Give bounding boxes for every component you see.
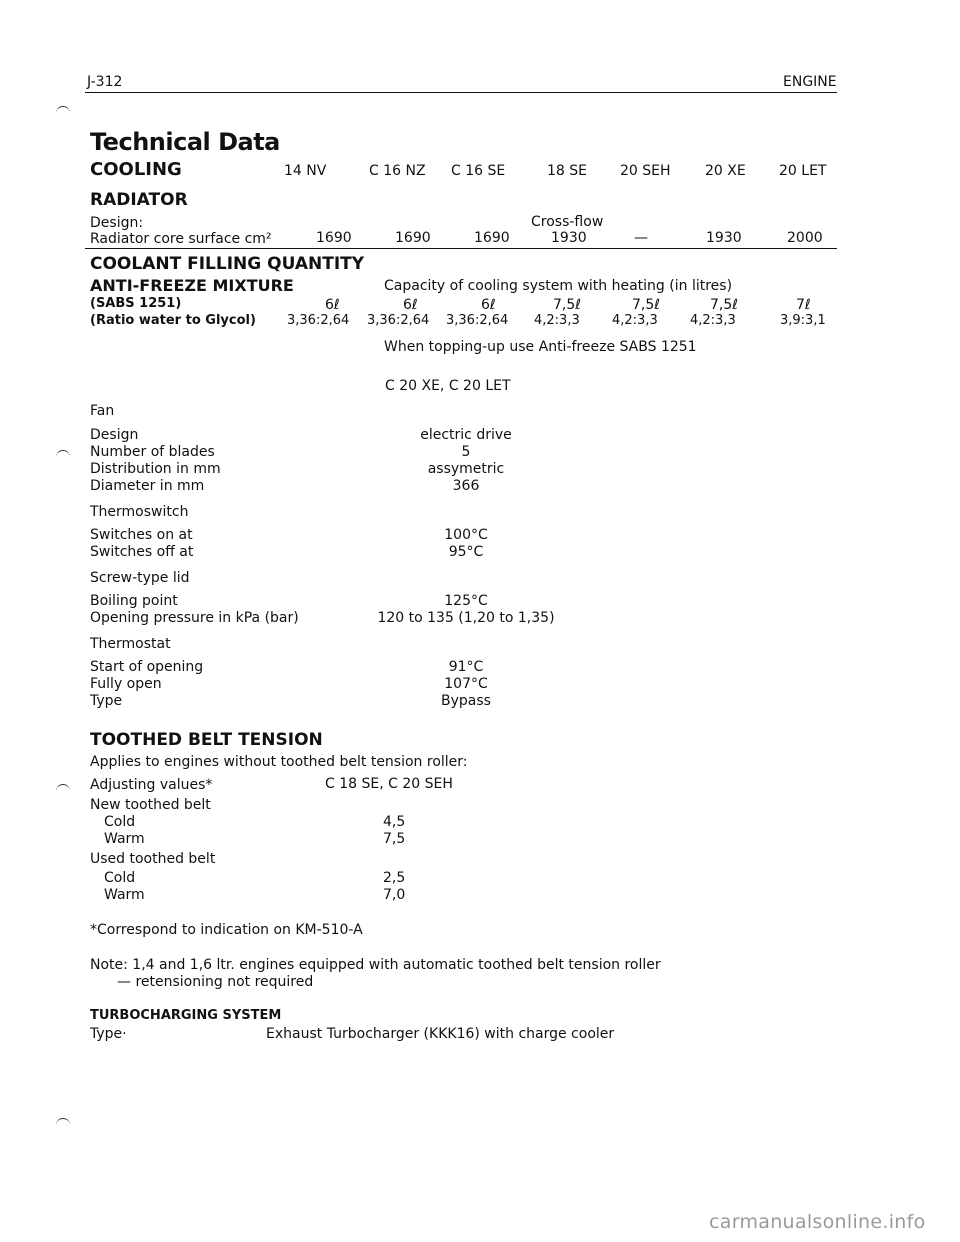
belt-engines-label: C 18 SE, C 20 SEH [325, 776, 453, 792]
litres-c16nz: 6ℓ [403, 297, 418, 313]
fan-diameter-label: Diameter in mm [90, 478, 205, 494]
new-belt-cold-value: 4,5 [383, 814, 406, 830]
litres-20xe: 7,5ℓ [710, 297, 739, 313]
engine-header-14nv: 14 NV [284, 163, 327, 179]
switches-on-label: Switches on at [90, 527, 193, 543]
belt-heading: TOOTHED BELT TENSION [90, 730, 323, 750]
turbo-type-label: Type· [90, 1026, 127, 1042]
fan-diameter-value: 366 [452, 478, 480, 494]
ratio-c16se: 3,36:2,64 [446, 313, 509, 328]
ratio-20seh: 4,2:3,3 [612, 313, 658, 328]
page-number: J-312 [87, 74, 123, 90]
litres-14nv: 6ℓ [325, 297, 340, 313]
litres-20let: 7ℓ [796, 297, 811, 313]
litres-c16se: 6ℓ [481, 297, 496, 313]
used-belt-warm-value: 7,0 [383, 887, 406, 903]
core-value-20let: 2000 [787, 230, 823, 246]
cooling-heading: COOLING [90, 159, 182, 180]
radiator-design-value: Cross-flow [531, 214, 604, 230]
used-belt-cold-label: Cold [104, 870, 136, 886]
header-rule [85, 92, 837, 93]
margin-mark [56, 450, 70, 459]
margin-mark [56, 1118, 70, 1127]
fan-heading: Fan [90, 403, 115, 419]
core-value-14nv: 1690 [316, 230, 352, 246]
fan-blades-label: Number of blades [90, 444, 215, 460]
thermostat-type-value: Bypass [441, 693, 491, 709]
belt-note-line1: Note: 1,4 and 1,6 ltr. engines equipped with automatic toothed belt tension roller [90, 957, 661, 973]
new-belt-warm-label: Warm [104, 831, 145, 847]
thermoswitch-heading: Thermoswitch [90, 504, 189, 520]
antifreeze-heading: ANTI-FREEZE MIXTURE [90, 276, 294, 295]
ratio-20xe: 4,2:3,3 [690, 313, 736, 328]
new-belt-warm-value: 7,5 [383, 831, 406, 847]
core-value-20xe: 1930 [706, 230, 742, 246]
fan-distribution-label: Distribution in mm [90, 461, 221, 477]
margin-mark [56, 784, 70, 793]
switches-on-value: 100°C [444, 527, 488, 543]
sabs-label: (SABS 1251) [90, 296, 182, 311]
page-title: Technical Data [90, 128, 280, 156]
radiator-heading: RADIATOR [90, 190, 188, 210]
used-belt-cold-value: 2,5 [383, 870, 406, 886]
new-belt-label: New toothed belt [90, 797, 211, 813]
core-value-c16nz: 1690 [395, 230, 431, 246]
used-belt-label: Used toothed belt [90, 851, 216, 867]
adjusting-values-label: Adjusting values* [90, 777, 213, 793]
thermostat-heading: Thermostat [90, 636, 171, 652]
engine-header-18se: 18 SE [547, 163, 587, 179]
engine-header-20let: 20 LET [779, 163, 827, 179]
ratio-c16nz: 3,36:2,64 [367, 313, 430, 328]
fully-open-label: Fully open [90, 676, 162, 692]
boiling-point-label: Boiling point [90, 593, 178, 609]
ratio-20let: 3,9:3,1 [780, 313, 826, 328]
watermark: carmanualsonline.info [709, 1211, 926, 1233]
new-belt-cold-label: Cold [104, 814, 136, 830]
margin-mark [56, 106, 70, 115]
topping-up-note: When topping-up use Anti-freeze SABS 1251 [384, 339, 697, 355]
ratio-label: (Ratio water to Glycol) [90, 313, 256, 328]
thermostat-type-label: Type [90, 693, 123, 709]
start-opening-label: Start of opening [90, 659, 204, 675]
screw-lid-heading: Screw-type lid [90, 570, 190, 586]
belt-footnote: *Correspond to indication on KM-510-A [90, 922, 363, 938]
fan-blades-value: 5 [461, 444, 471, 460]
fan-design-label: Design [90, 427, 139, 443]
used-belt-warm-label: Warm [104, 887, 145, 903]
ratio-18se: 4,2:3,3 [534, 313, 580, 328]
opening-pressure-value: 120 to 135 (1,20 to 1,35) [377, 610, 555, 626]
litres-20seh: 7,5ℓ [632, 297, 661, 313]
coolant-heading: COOLANT FILLING QUANTITY [90, 254, 365, 274]
fan-distribution-value: assymetric [427, 461, 505, 477]
switches-off-label: Switches off at [90, 544, 194, 560]
engine-header-c16nz: C 16 NZ [369, 163, 426, 179]
belt-applies-note: Applies to engines without toothed belt tension roller: [90, 754, 468, 770]
radiator-core-label: Radiator core surface cm² [90, 231, 272, 247]
section-name: ENGINE [783, 74, 837, 90]
boiling-point-value: 125°C [444, 593, 488, 609]
engine-header-20seh: 20 SEH [620, 163, 671, 179]
turbo-type-value: Exhaust Turbocharger (KKK16) with charge cooler [266, 1026, 615, 1042]
ratio-14nv: 3,36:2,64 [287, 313, 350, 328]
belt-note-line2: — retensioning not required [117, 974, 314, 990]
core-value-c16se: 1690 [474, 230, 510, 246]
capacity-note: Capacity of cooling system with heating (in litres) [384, 278, 733, 294]
radiator-rule [85, 248, 837, 249]
opening-pressure-label: Opening pressure in kPa (bar) [90, 610, 299, 626]
litres-18se: 7,5ℓ [553, 297, 582, 313]
radiator-design-label: Design: [90, 215, 144, 231]
engine-header-20xe: 20 XE [705, 163, 746, 179]
engine-header-c16se: C 16 SE [451, 163, 506, 179]
core-value-20seh: — [634, 230, 648, 246]
start-opening-value: 91°C [448, 659, 484, 675]
switches-off-value: 95°C [448, 544, 484, 560]
fan-design-value: electric drive [420, 427, 512, 443]
spec-engines-label: C 20 XE, C 20 LET [385, 378, 511, 394]
core-value-18se: 1930 [551, 230, 587, 246]
turbo-heading: TURBOCHARGING SYSTEM [90, 1008, 282, 1023]
fully-open-value: 107°C [444, 676, 488, 692]
